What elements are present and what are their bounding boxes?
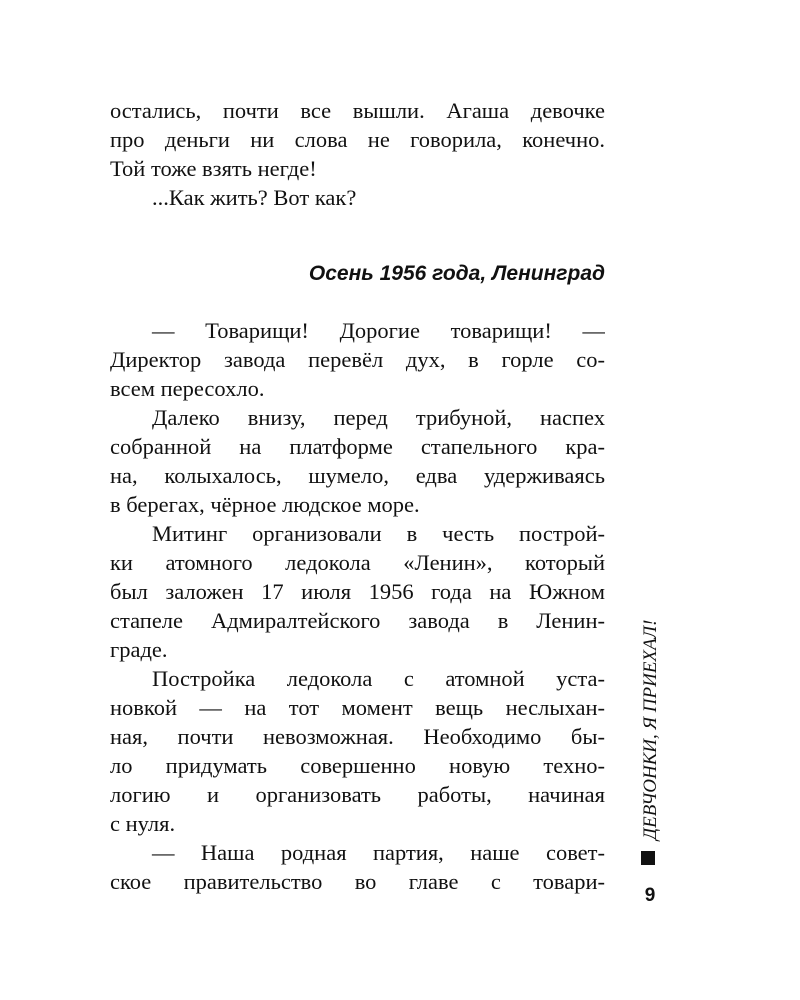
section-heading: Осень 1956 года, Ленинград	[308, 262, 605, 285]
text-line: логию и организовать работы, начиная	[110, 782, 605, 807]
text-line: стапеле Адмиралтейского завода в Ленин-	[110, 608, 605, 633]
text-line: с нуля.	[110, 811, 176, 836]
top-paragraph	[110, 96, 605, 212]
text-line: был заложен 17 июля 1956 года на Южном	[110, 579, 605, 604]
text-line: на, колыхалось, шумело, едва удерживаясь	[110, 463, 605, 488]
text-line: — Товарищи! Дорогие товарищи! —	[152, 318, 605, 343]
text-line: ло придумать совершенно новую техно-	[110, 753, 605, 778]
text-line: ...Как жить? Вот как?	[152, 185, 357, 210]
text-line: Директор завода перевёл дух, в горле со-	[110, 347, 605, 372]
text-line: всем пересохло.	[110, 376, 265, 401]
text-line: — Наша родная партия, наше совет-	[152, 840, 605, 865]
body-text	[110, 316, 605, 896]
square-marker-icon	[641, 851, 655, 865]
text-line: Постройка ледокола с атомной уста-	[152, 666, 605, 691]
text-line: новкой — на тот момент вещь неслыхан-	[110, 695, 605, 720]
text-line: ная, почти невозможная. Необходимо бы-	[110, 724, 605, 749]
text-line: про деньги ни слова не говорила, конечно.	[110, 127, 605, 152]
running-title: ДЕВЧОНКИ, Я ПРИЕХАЛ!	[640, 619, 661, 840]
text-line: ки атомного ледокола «Ленин», который	[110, 550, 605, 575]
text-line: Митинг организовали в честь построй-	[152, 521, 605, 546]
text-line: остались, почти все вышли. Агаша девочке	[110, 98, 605, 123]
text-line: граде.	[110, 637, 168, 662]
text-line: собранной на платформе стапельного кра-	[110, 434, 605, 459]
text-line: в берегах, чёрное людское море.	[110, 492, 420, 517]
text-line: ское правительство во главе с товари-	[110, 869, 605, 894]
text-line: Далеко внизу, перед трибуной, наспех	[152, 405, 605, 430]
text-line: Той тоже взять негде!	[110, 156, 317, 181]
page-number: 9	[644, 885, 656, 906]
